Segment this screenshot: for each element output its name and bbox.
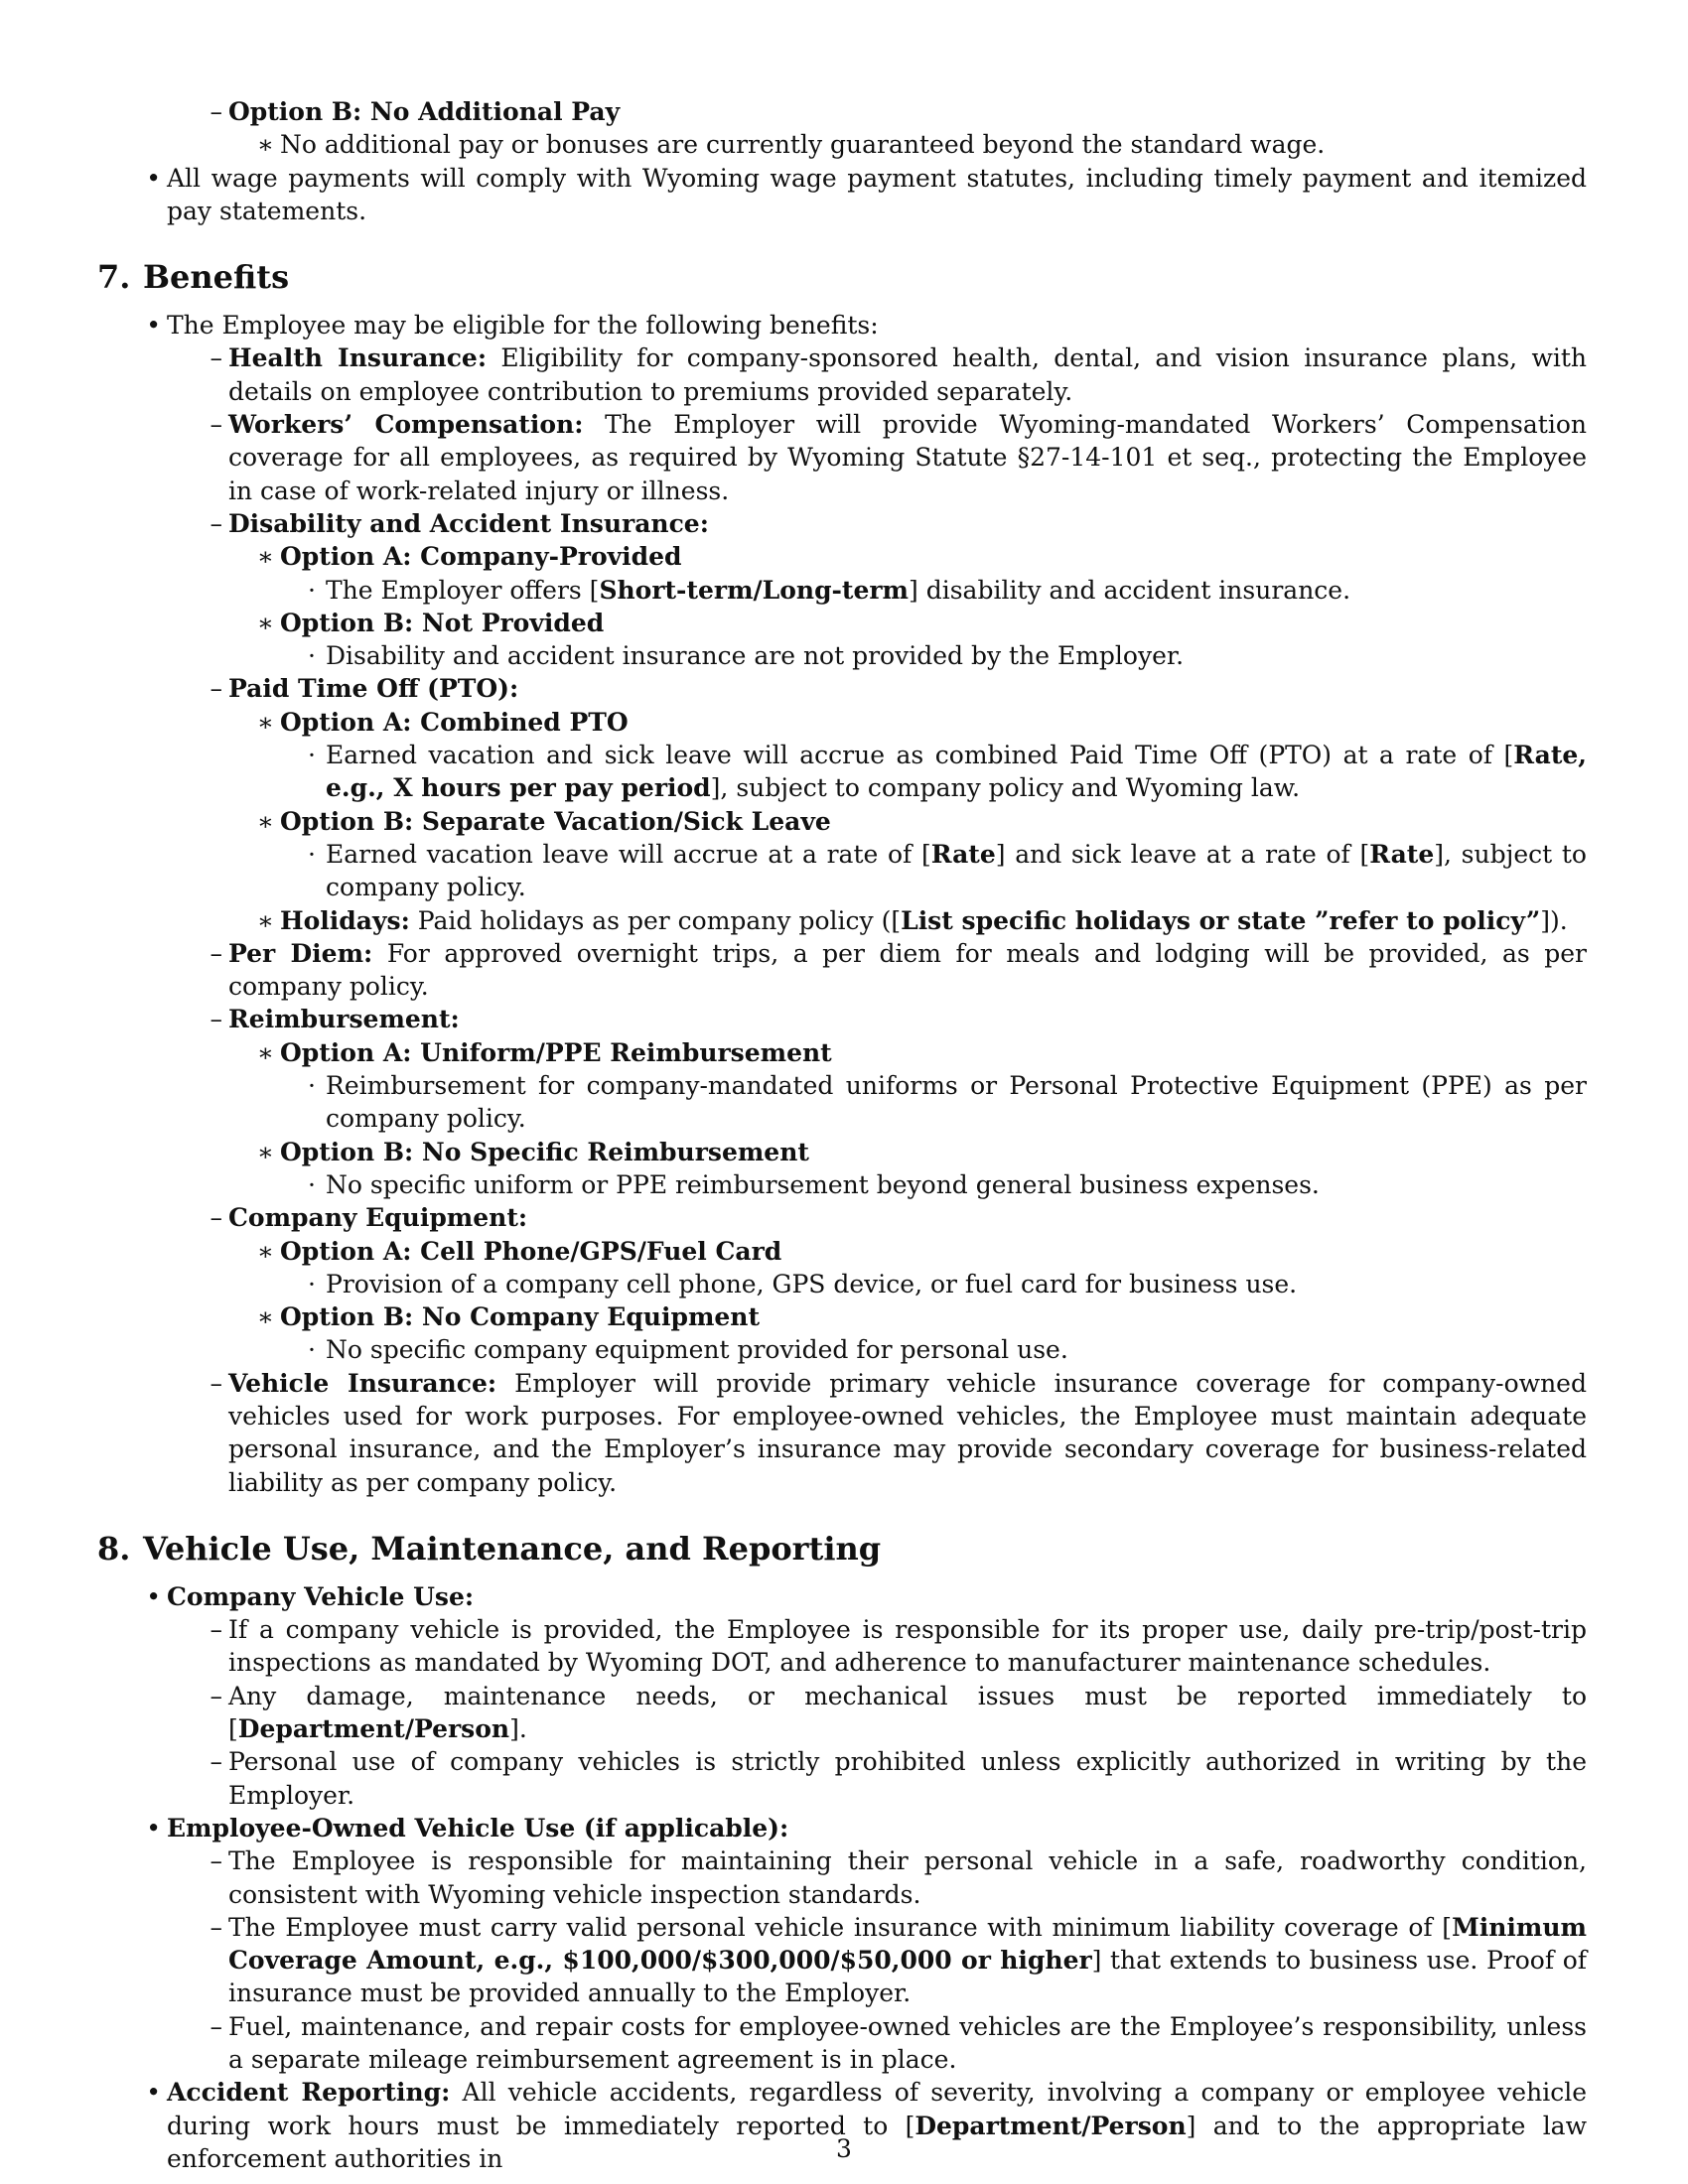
list-item (97, 95, 1587, 128)
list-item (97, 607, 1587, 639)
placeholder-field: Minimum Coverage Amount, e.g., $100,000/$300,000/$50,000 or higher (228, 1912, 1587, 1976)
list-text: ] disability and accident insurance. (909, 575, 1351, 605)
list-text: No specific company equipment provided for personal use. (326, 1335, 1068, 1365)
list-item (97, 574, 1587, 607)
list-item (97, 1844, 1587, 1911)
page-number: 3 (836, 2134, 852, 2163)
list-text: No additional pay or bonuses are currently guaranteed beyond the standard wage. (280, 130, 1326, 160)
placeholder-field: Short-term/Long-term (599, 575, 910, 605)
dot-marker: · (308, 1071, 316, 1101)
star-marker: ∗ (257, 1302, 274, 1332)
bullet-marker: • (146, 163, 161, 193)
list-item (97, 739, 1587, 805)
item-label: Holidays: (280, 905, 410, 935)
star-marker: ∗ (257, 130, 274, 160)
list-text: Reimbursement for company-mandated uniforms or Personal Protective Equipment (PPE) as per company policy. (326, 1071, 1587, 1134)
star-marker: ∗ (257, 608, 274, 637)
list-text: Paid holidays as per company policy ([ (417, 905, 902, 935)
list-text: Disability and accident insurance are not provided by the Employer. (326, 641, 1185, 671)
item-label: Vehicle Insurance: (228, 1368, 497, 1398)
dot-marker: · (308, 1269, 316, 1298)
item-label: Per Diem: (228, 938, 373, 968)
item-label: Company Equipment: (228, 1203, 528, 1233)
item-label: Paid Time Off (PTO): (228, 674, 519, 704)
list-text: Any damage, maintenance needs, or mechanical issues must be reported immediately to [ (228, 1681, 1587, 1744)
dash-marker: – (210, 674, 222, 704)
list-text: No specific uniform or PPE reimbursement beyond general business expenses. (326, 1169, 1320, 1199)
star-marker: ∗ (257, 542, 274, 572)
dash-marker: – (210, 2011, 222, 2041)
document-page (97, 95, 1587, 2175)
item-label: Health Insurance: (228, 343, 488, 373)
list-item (97, 128, 1587, 161)
item-label: Disability and Accident Insurance: (228, 508, 709, 538)
placeholder-field: Rate (930, 839, 996, 869)
option-label: Option A: Uniform/PPE Reimbursement (280, 1037, 832, 1067)
list-text: The Employee must carry valid personal vehicle insurance with minimum liability coverage of [ (228, 1912, 1453, 1942)
list-item (97, 2010, 1587, 2077)
section-heading (97, 1529, 1587, 1569)
list-item (97, 540, 1587, 573)
dash-marker: – (210, 508, 222, 538)
list-text: The Employer will provide Wyoming-mandated Workers’ Compensation coverage for all employees, as required by Wyoming Statute §27-14-101 et seq., protecting the Employee in case of work-related injury or illness. (228, 410, 1587, 505)
list-item (97, 706, 1587, 739)
dot-marker: · (308, 741, 316, 770)
option-label: Option B: No Additional Pay (228, 97, 621, 126)
list-item (97, 1168, 1587, 1201)
list-item (97, 1201, 1587, 1234)
list-item (97, 1069, 1587, 1136)
list-text: All wage payments will comply with Wyoming wage payment statutes, including timely payment and itemized pay statements. (167, 163, 1587, 225)
dash-marker: – (210, 1203, 222, 1233)
list-text: The Employee is responsible for maintaining their personal vehicle in a safe, roadworthy condition, consistent with Wyoming vehicle inspection standards. (228, 1846, 1587, 1909)
list-item (97, 1911, 1587, 2010)
list-text: ], subject to company policy and Wyoming law. (710, 773, 1301, 803)
dot-marker: · (308, 1335, 316, 1365)
list-item (97, 1745, 1587, 1812)
list-item (97, 309, 1587, 341)
list-item (97, 341, 1587, 408)
list-item (97, 1580, 1587, 1613)
dot-marker: · (308, 839, 316, 869)
star-marker: ∗ (257, 1037, 274, 1067)
list-item (97, 639, 1587, 672)
section-heading (97, 257, 1587, 297)
list-item (97, 1300, 1587, 1333)
dash-marker: – (210, 343, 222, 373)
bullet-marker: • (146, 1813, 161, 1843)
bullet-marker: • (146, 2078, 161, 2108)
item-label: Company Vehicle Use: (167, 1581, 475, 1611)
dot-marker: · (308, 641, 316, 671)
list-text: The Employer offers [ (326, 575, 600, 605)
option-label: Option A: Company-Provided (280, 542, 682, 572)
list-text: Provision of a company cell phone, GPS device, or fuel card for business use. (326, 1269, 1298, 1298)
dash-marker: – (210, 1368, 222, 1398)
placeholder-field: Department/Person (237, 1714, 510, 1744)
item-label: Employee-Owned Vehicle Use (if applicable): (167, 1813, 789, 1843)
option-label: Option B: No Company Equipment (280, 1302, 761, 1332)
list-item (97, 1613, 1587, 1680)
dash-marker: – (210, 1681, 222, 1710)
list-item (97, 507, 1587, 540)
dash-marker: – (210, 938, 222, 968)
list-item (97, 1680, 1587, 1746)
list-text: ], subject to company policy. (326, 839, 1587, 902)
option-label: Option A: Cell Phone/GPS/Fuel Card (280, 1236, 782, 1266)
list-item (97, 1235, 1587, 1268)
placeholder-field: Rate, e.g., X hours per pay period (326, 741, 1587, 803)
list-item (97, 1003, 1587, 1035)
option-label: Option B: Separate Vacation/Sick Leave (280, 806, 831, 836)
list-item (97, 805, 1587, 838)
list-item (97, 1136, 1587, 1168)
bullet-marker: • (146, 311, 161, 341)
list-text: All vehicle accidents, regardless of severity, involving a company or employee vehicle during work hours must be immediately reported to [ (167, 2078, 1587, 2140)
section-title: Vehicle Use, Maintenance, and Reporting (143, 1529, 882, 1568)
list-item (97, 904, 1587, 937)
dash-marker: – (210, 1912, 222, 1942)
placeholder-field: Rate (1369, 839, 1435, 869)
star-marker: ∗ (257, 707, 274, 737)
list-text: ]. (509, 1714, 527, 1744)
list-item (97, 1036, 1587, 1069)
item-label: Reimbursement: (228, 1005, 460, 1034)
placeholder-field: List specific holidays or state ”refer to policy” (901, 905, 1541, 935)
list-item (97, 838, 1587, 904)
item-label: Accident Reporting: (167, 2078, 451, 2108)
list-text: Personal use of company vehicles is strictly prohibited unless explicitly authorized in writing by the Employer. (228, 1747, 1587, 1810)
star-marker: ∗ (257, 1137, 274, 1166)
bullet-marker: • (146, 1581, 161, 1611)
item-label: Workers’ Compensation: (228, 410, 584, 440)
list-text: The Employee may be eligible for the following benefits: (167, 311, 879, 341)
section-title: Benefits (143, 258, 290, 297)
list-item (97, 1333, 1587, 1366)
section-number: 7. (97, 258, 131, 297)
list-item (97, 162, 1587, 228)
dash-marker: – (210, 1846, 222, 1876)
placeholder-field: Department/Person (914, 2111, 1187, 2140)
list-text: ]). (1540, 905, 1568, 935)
dot-marker: · (308, 1169, 316, 1199)
list-item (97, 672, 1587, 705)
list-item (97, 408, 1587, 507)
dash-marker: – (210, 1747, 222, 1777)
star-marker: ∗ (257, 1236, 274, 1266)
dash-marker: – (210, 1005, 222, 1034)
list-text: Earned vacation leave will accrue at a rate of [ (326, 839, 931, 869)
list-text: ] and sick leave at a rate of [ (995, 839, 1370, 869)
list-text: Eligibility for company-sponsored health, dental, and vision insurance plans, with details on employee contribution to premiums provided separately. (228, 343, 1587, 406)
list-item (97, 937, 1587, 1004)
list-text: Fuel, maintenance, and repair costs for employee-owned vehicles are the Employee’s responsibility, unless a separate mileage reimbursement agreement is in place. (228, 2011, 1587, 2075)
list-text: For approved overnight trips, a per diem for meals and lodging will be provided, as per company policy. (228, 938, 1587, 1002)
list-item (97, 1268, 1587, 1300)
list-item (97, 1367, 1587, 1499)
option-label: Option A: Combined PTO (280, 707, 629, 737)
section-number: 8. (97, 1529, 131, 1568)
list-text: Employer will provide primary vehicle insurance coverage for company-owned vehicles used for work purposes. For employee-owned vehicles, the Employee must maintain adequate personal insurance, and the Employer’s insurance may provide secondary coverage for business-related liability as per company policy. (228, 1368, 1587, 1497)
list-text: If a company vehicle is provided, the Employee is responsible for its proper use, daily pre-trip/post-trip inspections as mandated by Wyoming DOT, and adherence to manufacturer maintenance schedules. (228, 1615, 1587, 1678)
list-text: ] and to the appropriate law enforcement authorities in (167, 2111, 1587, 2173)
dash-marker: – (210, 97, 222, 126)
option-label: Option B: Not Provided (280, 608, 605, 637)
star-marker: ∗ (257, 806, 274, 836)
dash-marker: – (210, 410, 222, 440)
list-text: Earned vacation and sick leave will accrue as combined Paid Time Off (PTO) at a rate of [ (326, 741, 1514, 770)
star-marker: ∗ (257, 905, 274, 935)
list-item (97, 1812, 1587, 1844)
list-text: ] that extends to business use. Proof of insurance must be provided annually to the Employer. (228, 1946, 1587, 2008)
option-label: Option B: No Specific Reimbursement (280, 1137, 809, 1166)
dot-marker: · (308, 575, 316, 605)
dash-marker: – (210, 1615, 222, 1645)
